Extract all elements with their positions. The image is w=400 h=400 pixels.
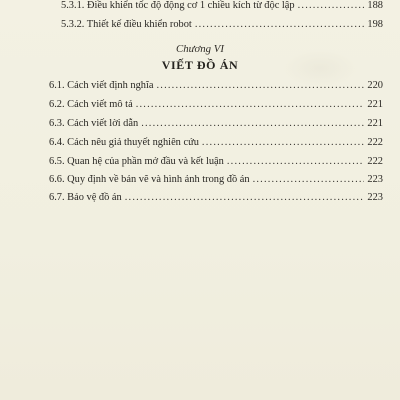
chapter-title: VIẾT ĐỒ ÁN	[161, 58, 239, 72]
toc-entry-page: 223	[367, 192, 383, 203]
toc-entry-page: 221	[367, 99, 383, 110]
toc-entry-6-4	[49, 137, 383, 149]
toc-leader-dots	[136, 99, 365, 111]
toc-entry-page: 222	[367, 137, 383, 148]
toc-entry-label: 6.1. Cách viết định nghĩa	[49, 80, 154, 91]
toc-entry-page: 198	[367, 19, 383, 30]
toc-entry-label: 6.6. Quy định về bản vẽ và hình ảnh trong đồ án	[49, 174, 250, 185]
toc-leader-dots	[253, 174, 365, 186]
toc-entry-page: 220	[367, 80, 383, 91]
toc-entry-label: 5.3.1. Điều khiển tốc độ động cơ 1 chiều kích từ độc lập	[61, 0, 295, 11]
toc-entry-6-7	[49, 192, 383, 204]
toc-leader-dots	[202, 137, 364, 149]
toc-entry-5-3-2	[61, 19, 383, 31]
toc-entry-6-6	[49, 174, 383, 186]
toc-entry-6-1	[49, 80, 383, 92]
toc-leader-dots	[298, 0, 365, 12]
toc-entry-label: 6.7. Bảo vệ đồ án	[49, 192, 122, 203]
toc-entry-6-5	[49, 156, 383, 168]
toc-leader-dots	[156, 80, 364, 92]
toc-entry-label: 6.3. Cách viết lời dẫn	[49, 118, 139, 129]
toc-entry-page: 223	[367, 174, 383, 185]
toc-entry-page: 222	[367, 156, 383, 167]
toc-leader-dots	[141, 118, 364, 130]
toc-entry-6-2	[49, 99, 383, 111]
chapter-number: Chương VI	[176, 43, 224, 55]
toc-leader-dots	[195, 19, 365, 31]
toc-entry-page: 221	[367, 118, 383, 129]
toc-entry-6-3	[49, 118, 383, 130]
toc-entry-page: 188	[367, 0, 383, 11]
toc-entry-label: 6.5. Quan hệ của phần mở đầu và kết luận	[49, 156, 224, 167]
toc-entry-label: 5.3.2. Thiết kế điều khiển robot	[61, 19, 192, 30]
toc-entry-label: 6.4. Cách nêu giả thuyết nghiên cứu	[49, 137, 199, 148]
toc-entry-label: 6.2. Cách viết mô tả	[49, 99, 133, 110]
toc-leader-dots	[227, 156, 365, 168]
toc-leader-dots	[125, 192, 365, 204]
toc-entry-5-3-1	[61, 0, 383, 12]
